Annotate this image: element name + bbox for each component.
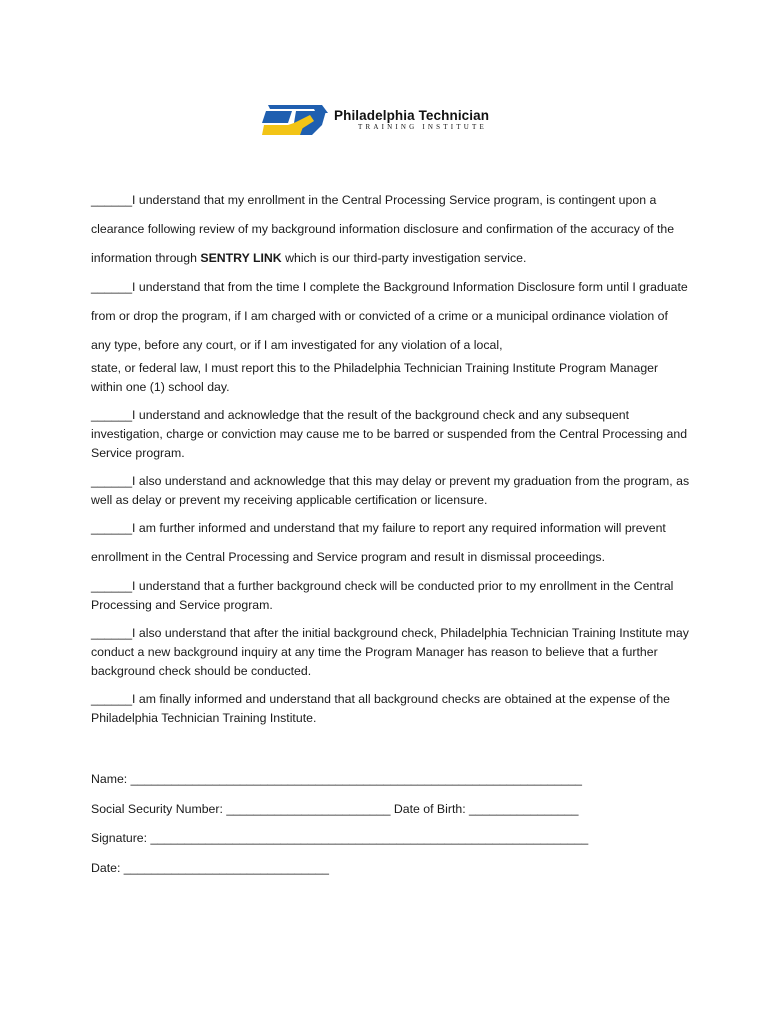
paragraph-report-charges xyxy=(91,273,691,397)
name-field[interactable]: Name: __________________________________________________________________ xyxy=(91,772,583,786)
logo-title: Philadelphia Technician xyxy=(334,108,490,123)
logo-mark-icon xyxy=(262,101,332,141)
signature-fields xyxy=(91,772,691,890)
paragraph-text: which is our third-party investigation service. xyxy=(281,251,527,265)
date-field[interactable]: Date: ______________________________ xyxy=(91,860,329,875)
paragraph-enrollment-clearance xyxy=(91,186,691,273)
paragraph-delay-graduation: ______I also understand and acknowledge that this may delay or prevent my graduation from the program, as well as delay or prevent my receiving applicable certification or licensure. xyxy=(91,474,690,507)
paragraph-further-check: ______I understand that a further background check will be conducted prior to my enrollment in the Central Processing and Service program. xyxy=(91,579,674,612)
ssn-dob-field[interactable]: Social Security Number: ________________________ Date of Birth: ________________ xyxy=(91,801,579,816)
paragraph-text: ______I understand that my enrollment in the Central Processing Service program, is contingent upon a clearance following review of my background information disclosure and confirmation of the accuracy of the information through xyxy=(91,193,675,265)
institute-logo xyxy=(262,101,512,141)
logo-subtitle: TRAINING INSTITUTE xyxy=(358,123,487,131)
paragraph-expense: ______I am finally informed and understand that all background checks are obtained at the expense of the Philadelphia Technician Training Institute. xyxy=(91,692,671,725)
paragraph-text: ______I understand that from the time I complete the Background Information Disclosure form until I graduate from or drop the program, if I am charged with or convicted of a crime or a municipal ordinance violation of any type, before any court, or if I am investigated for any violation of a local, xyxy=(91,280,688,352)
paragraph-failure-to-report: ______I am further informed and understand that my failure to report any required information will prevent enrollment in the Central Processing and Service program and result in dismissal proceedings. xyxy=(91,521,666,564)
paragraph-new-inquiry: ______I also understand that after the initial background check, Philadelphia Technician Training Institute may conduct a new background inquiry at any time the Program Manager has reason to believe that a further background check should be conducted. xyxy=(91,626,689,678)
signature-field[interactable]: Signature: ________________________________________________________________ xyxy=(91,831,589,845)
sentry-link-label: SENTRY LINK xyxy=(200,251,282,265)
form-body xyxy=(91,186,691,728)
paragraph-barred-suspended: ______I understand and acknowledge that the result of the background check and any subsequent investigation, charge or conviction may cause me to be barred or suspended from the Central Processing and Service program. xyxy=(91,408,688,460)
paragraph-text: state, or federal law, I must report this to the Philadelphia Technician Training Institute Program Manager within one (1) school day. xyxy=(91,361,659,394)
